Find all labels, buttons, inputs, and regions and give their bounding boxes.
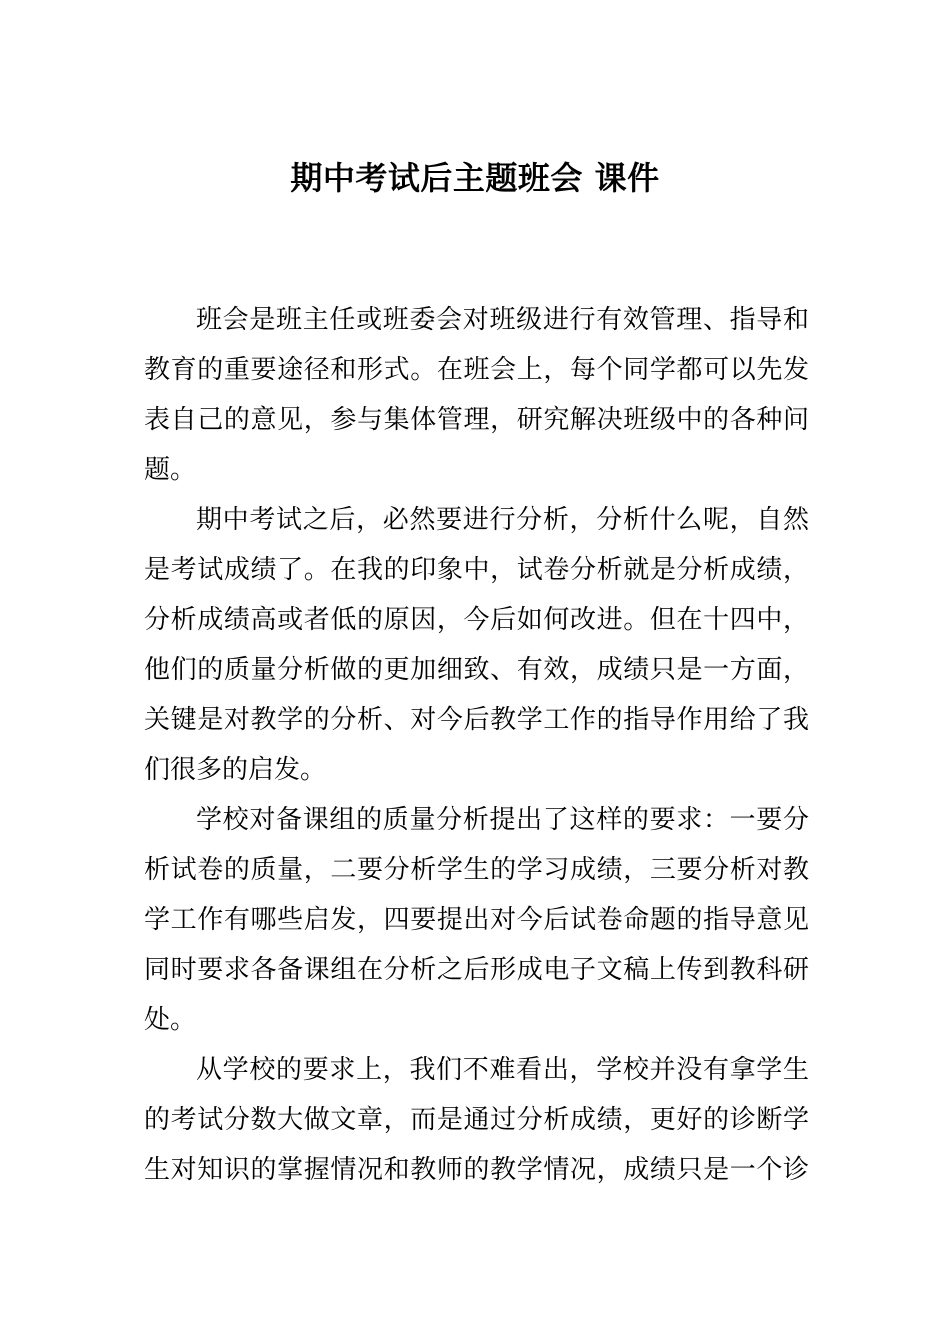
text-line: 题。 <box>144 455 197 485</box>
text-line: 析试卷的质量，二要分析学生的学习成绩，三要分析对教 <box>144 855 809 885</box>
text-line: 教育的重要途径和形式。在班会上，每个同学都可以先发 <box>144 355 809 385</box>
paragraph-4 <box>144 1045 809 1195</box>
text-line: 学工作有哪些启发，四要提出对今后试卷命题的指导意见 <box>144 905 809 935</box>
text-line: 的考试分数大做文章，而是通过分析成绩，更好的诊断学 <box>144 1105 809 1135</box>
text-line: 生对知识的掌握情况和教师的教学情况，成绩只是一个诊 <box>144 1155 809 1185</box>
text-line: 分析成绩高或者低的原因，今后如何改进。但在十四中， <box>144 605 809 635</box>
paragraph-1 <box>144 295 809 495</box>
text-line: 期中考试之后，必然要进行分析，分析什么呢，自然 <box>196 505 809 535</box>
text-line: 他们的质量分析做的更加细致、有效，成绩只是一方面， <box>144 655 809 685</box>
text-line: 同时要求各备课组在分析之后形成电子文稿上传到教科研 <box>144 955 809 985</box>
document-body <box>144 295 809 1195</box>
text-line: 学校对备课组的质量分析提出了这样的要求：一要分 <box>196 805 809 835</box>
text-line: 从学校的要求上，我们不难看出，学校并没有拿学生 <box>196 1055 809 1085</box>
text-line: 表自己的意见，参与集体管理，研究解决班级中的各种问 <box>144 405 809 435</box>
text-line: 关键是对教学的分析、对今后教学工作的指导作用给了我 <box>144 705 809 735</box>
text-line: 班会是班主任或班委会对班级进行有效管理、指导和 <box>196 305 809 335</box>
text-line: 们很多的启发。 <box>144 755 327 785</box>
text-line: 是考试成绩了。在我的印象中，试卷分析就是分析成绩， <box>144 555 809 585</box>
text-line: 处。 <box>144 1005 197 1035</box>
paragraph-2 <box>144 495 809 795</box>
document-title: 期中考试后主题班会 课件 <box>290 159 660 197</box>
paragraph-3 <box>144 795 809 1045</box>
